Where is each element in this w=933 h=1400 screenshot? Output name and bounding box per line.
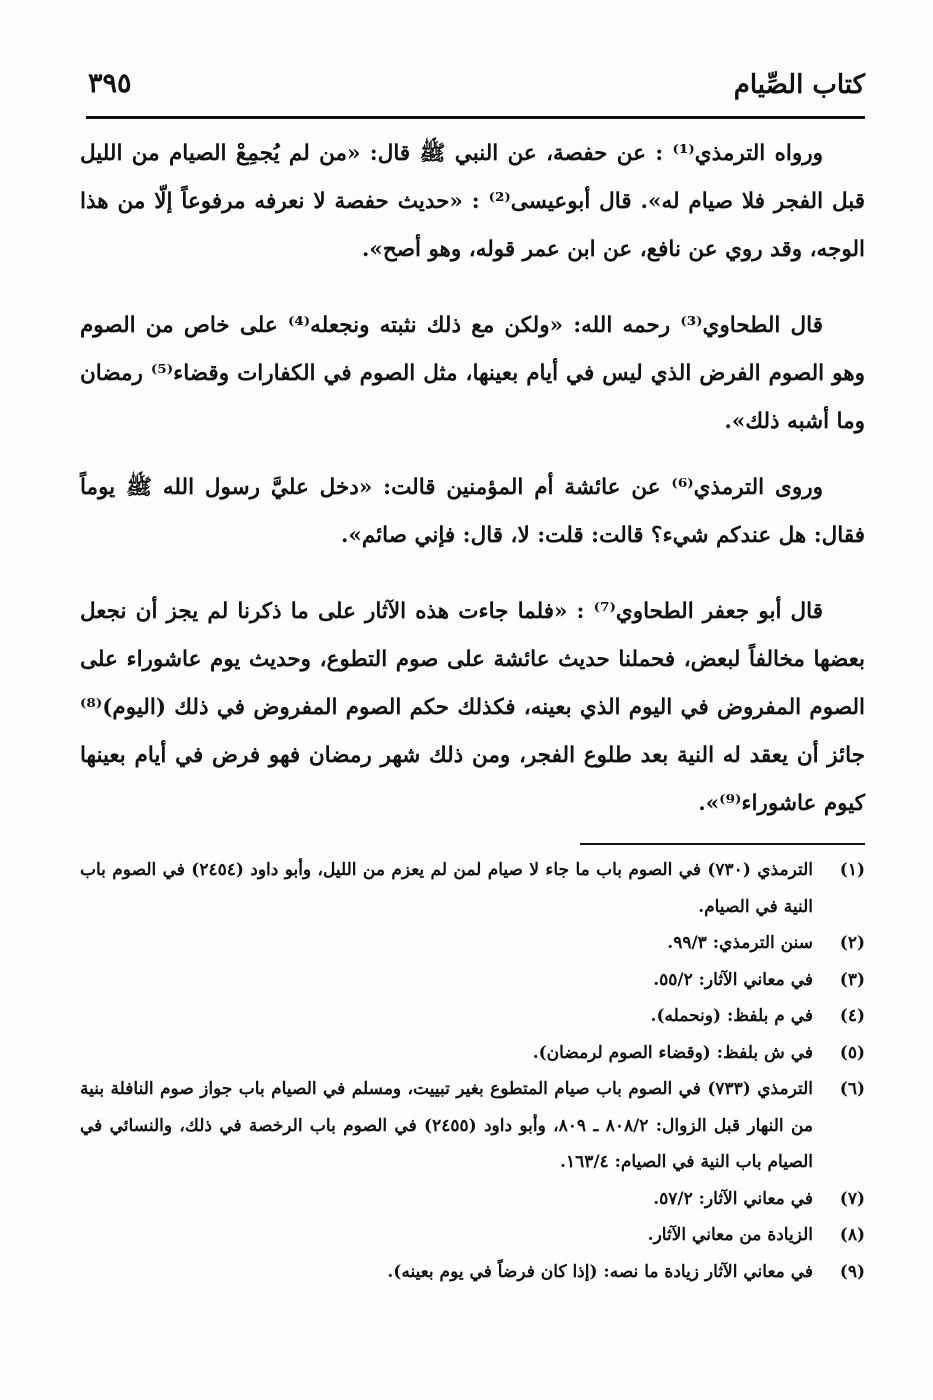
- footnote-number: (٩): [839, 1261, 865, 1282]
- page-header: [88, 66, 865, 110]
- footnote-number: (٦): [839, 1079, 865, 1099]
- footnote: [80, 1254, 865, 1291]
- main-text: [80, 130, 865, 856]
- footnote-text: الترمذي (٧٣٠) في الصوم باب ما جاء لا صيام لمن لم يعزم من الليل، وأبو داود (٢٤٥٤) في الصوم باب النية في الصيام.: [80, 860, 813, 917]
- paragraph: قال أبو جعفر الطحاوي⁽⁷⁾ : «فلما جاءت هذه الآثار على ما ذكرنا لم يجز أن نجعل بعضها مخالفاً لبعض، فحملنا حديث عائشة على صوم التطوع، وحديث يوم عاشوراء على الصوم المفروض في اليوم الذي بعينه، فكذلك حكم الصوم المفروض في ذلك (اليوم)⁽⁸⁾ جائز أن يعقد له النية بعد طلوع الفجر، ومن ذلك شهر رمضان فهو فرض في أيام بعينها كيوم عاشوراء⁽⁹⁾».: [80, 599, 865, 816]
- paragraph: قال الطحاوي⁽³⁾ رحمه الله: «ولكن مع ذلك نثبته ونجعله⁽⁴⁾ على خاص من الصوم وهو الصوم الفرض الذي ليس في أيام بعينها، مثل الصوم في الكفارات وقضاء⁽⁵⁾ رمضان وما أشبه ذلك».: [80, 313, 865, 434]
- footnote-text: سنن الترمذي: ٩٩/٣.: [667, 933, 813, 953]
- page-number: ٣٩٥: [88, 68, 132, 99]
- footnote-number: (٢): [839, 933, 865, 953]
- footnote-text: الزيادة من معاني الآثار.: [647, 1225, 813, 1245]
- footnotes-list: [80, 852, 865, 1290]
- footnote: [80, 1071, 865, 1181]
- footnote-text: في ش بلفظ: (وقضاء الصوم لرمضان).: [532, 1042, 813, 1063]
- paragraph: وروى الترمذي⁽⁶⁾ عن عائشة أم المؤمنين قالت: «دخل عليَّ رسول الله ﷺ يوماً فقال: هل عندكم شيء؟ قالت: قلت: لا، قال: فإني صائم».: [80, 475, 865, 548]
- footnote-text: في معاني الآثار: ٥٥/٢.: [653, 969, 813, 990]
- running-title: كتاب الصِّيام: [733, 70, 865, 100]
- footnote: [80, 962, 865, 999]
- footnote-number: (٤): [839, 1006, 865, 1026]
- footnote-number: (٣): [839, 969, 865, 990]
- footnote: [80, 1181, 865, 1218]
- footnote-number: (٥): [839, 1042, 865, 1063]
- footnote-divider: [580, 843, 865, 845]
- footnote: [80, 998, 865, 1035]
- header-divider: [86, 116, 865, 119]
- footnote-text: في معاني الآثار: ٥٧/٢.: [653, 1188, 813, 1209]
- footnote-text: في معاني الآثار زيادة ما نصه: (إذا كان فرضاً في يوم بعينه).: [387, 1261, 813, 1282]
- footnote-number: (٨): [839, 1225, 865, 1245]
- footnote: [80, 925, 865, 962]
- footnote-number: (٧): [839, 1188, 865, 1209]
- footnote-number: (١): [839, 860, 865, 880]
- footnote: [80, 1217, 865, 1254]
- footnote: [80, 1035, 865, 1072]
- footnote-text: الترمذي (٧٣٣) في الصوم باب صيام المتطوع بغير تبييت، ومسلم في الصيام باب جواز صوم النافلة بنية من النهار قبل الزوال: ٨٠٨/٢ ـ ٨٠٩، وأبو داود (٢٤٥٥) في الصوم باب الرخصة في ذلك، والنسائي في الصيام باب النية في الصيام: ١٦٣/٤.: [80, 1079, 814, 1172]
- footnote-text: في م بلفظ: (ونحمله).: [650, 1006, 813, 1026]
- paragraph: ورواه الترمذي⁽¹⁾ : عن حفصة، عن النبي ﷺ قال: «من لم يُجمِعْ الصيام من الليل قبل الفجر فلا صيام له». قال أبوعيسى⁽²⁾ : «حديث حفصة لا نعرفه مرفوعاً إلّا من هذا الوجه، وقد روي عن نافع، عن ابن عمر قوله، وهو أصح».: [80, 141, 866, 262]
- footnote: [80, 852, 865, 925]
